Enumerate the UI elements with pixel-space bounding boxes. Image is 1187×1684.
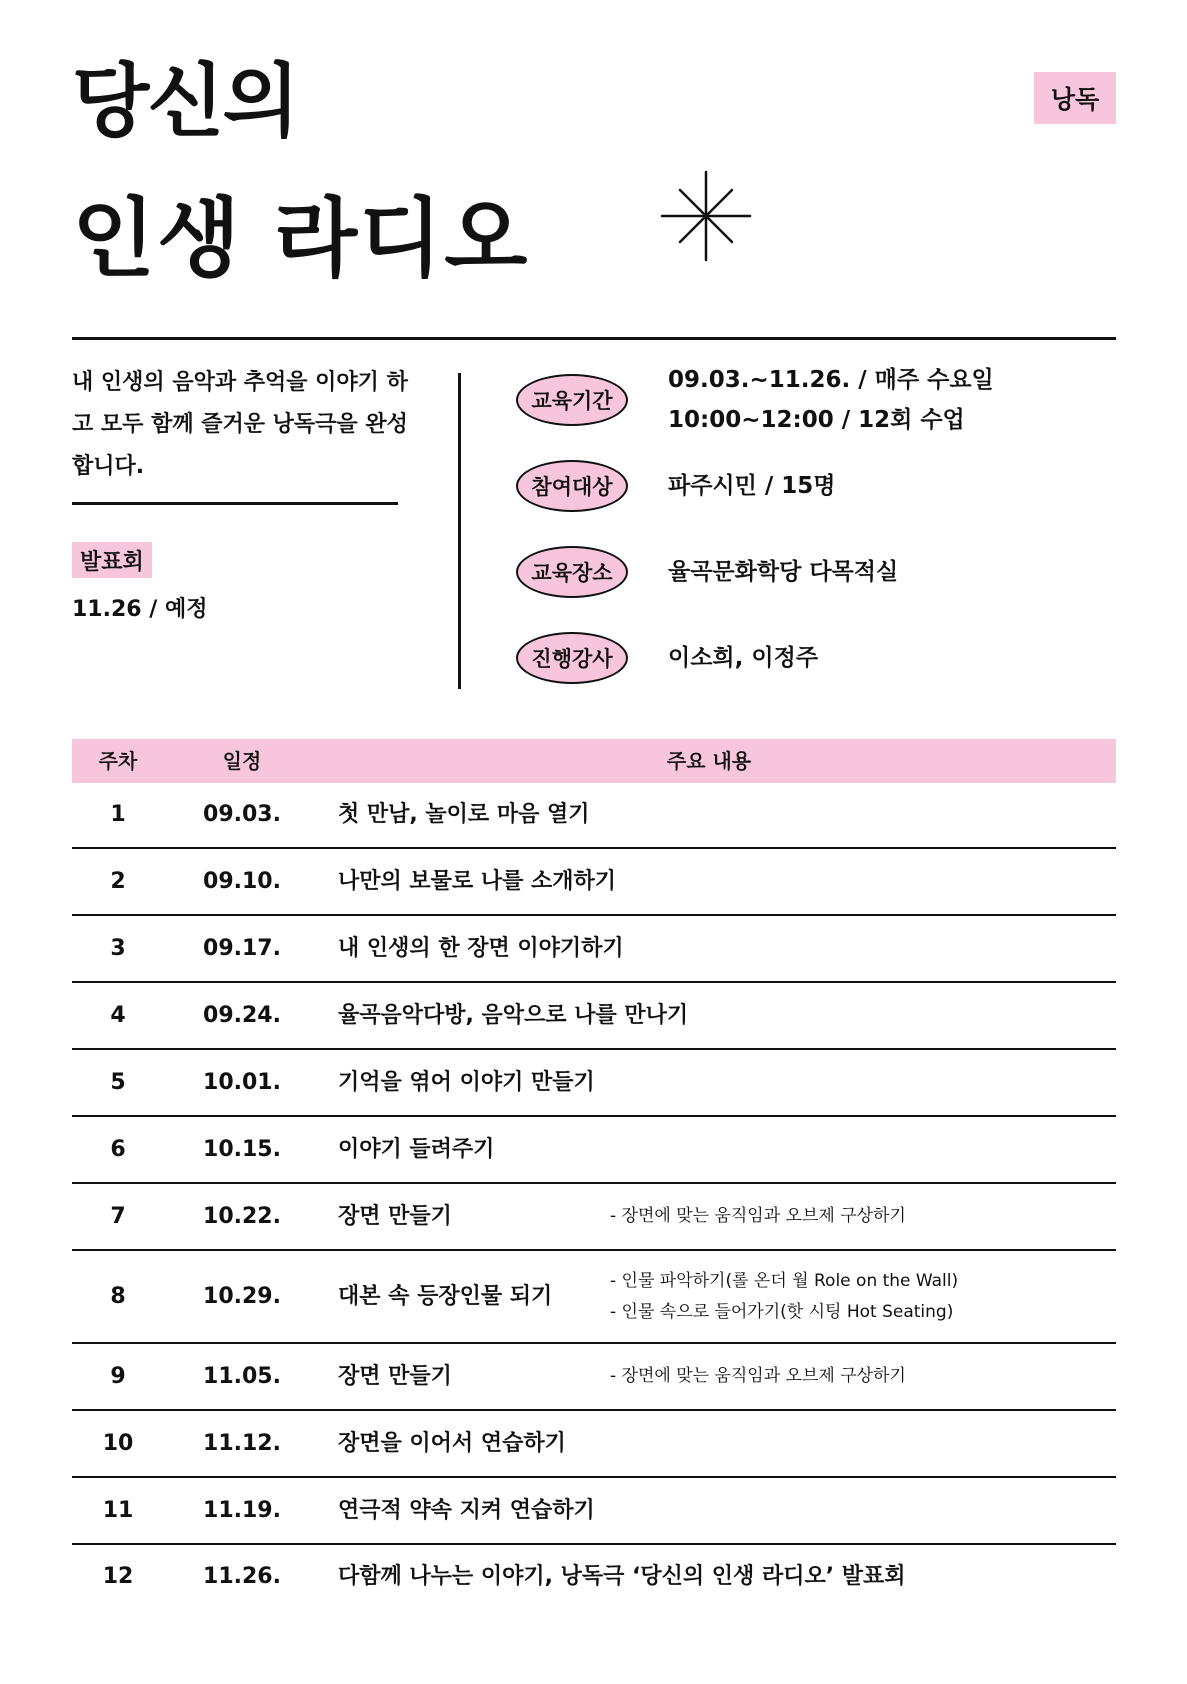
row-content: 나만의 보물로 나를 소개하기 — [338, 869, 617, 894]
table-row — [72, 1184, 1116, 1251]
row-notes — [610, 1361, 906, 1392]
info-value-instructor: 이소희, 이정주 — [668, 645, 819, 671]
header-divider — [72, 337, 1116, 340]
title-line-2: 인생 라디오 — [72, 189, 530, 289]
row-date: 10.29. — [203, 1284, 281, 1309]
row-content: 이야기 들려주기 — [338, 1137, 495, 1162]
row-content: 기억을 엮어 이야기 만들기 — [338, 1070, 595, 1095]
schedule-table-header — [72, 739, 1116, 783]
row-week: 9 — [110, 1364, 126, 1389]
table-row — [72, 1545, 1116, 1609]
row-note-line: - 인물 파악하기(롤 온더 월 Role on the Wall) — [610, 1270, 959, 1291]
presentation-label: 발표회 — [72, 542, 152, 578]
table-row — [72, 1344, 1116, 1411]
row-content: 장면 만들기 — [338, 1204, 452, 1229]
row-content: 연극적 약속 지켜 연습하기 — [338, 1498, 595, 1523]
table-row — [72, 1117, 1116, 1184]
row-date: 11.26. — [203, 1564, 281, 1589]
row-content: 대본 속 등장인물 되기 — [338, 1284, 553, 1309]
row-week: 2 — [110, 869, 126, 894]
row-date: 11.19. — [203, 1498, 281, 1523]
program-description: 내 인생의 음악과 추억을 이야기 하고 모두 함께 즐거운 낭독극을 완성합니다. — [72, 370, 408, 479]
info-value-period — [668, 360, 994, 440]
table-row — [72, 783, 1116, 849]
info-label-target: 참여대상 — [516, 460, 628, 512]
info-label-period: 교육기간 — [516, 374, 628, 426]
row-week: 10 — [102, 1431, 134, 1456]
info-period-line-1: 09.03.~11.26. / 매주 수요일 — [668, 367, 994, 393]
row-date: 11.12. — [203, 1431, 281, 1456]
table-row — [72, 1251, 1116, 1344]
column-divider — [458, 373, 461, 689]
row-date: 09.17. — [203, 936, 281, 961]
row-date: 09.24. — [203, 1003, 281, 1028]
row-content: 장면을 이어서 연습하기 — [338, 1431, 566, 1456]
row-notes — [610, 1201, 906, 1232]
row-week: 7 — [110, 1204, 126, 1229]
presentation-value: 11.26 / 예정 — [72, 597, 208, 622]
table-row — [72, 1411, 1116, 1478]
row-note-line: - 장면에 맞는 움직임과 오브제 구상하기 — [610, 1366, 906, 1386]
header-week: 주차 — [98, 749, 138, 773]
row-date: 10.01. — [203, 1070, 281, 1095]
row-week: 5 — [110, 1070, 126, 1095]
row-week: 12 — [102, 1564, 134, 1589]
header-date: 일정 — [222, 749, 262, 773]
row-content: 다함께 나누는 이야기, 낭독극 ‘당신의 인생 라디오’ 발표회 — [338, 1564, 906, 1589]
table-row — [72, 849, 1116, 916]
row-week: 11 — [102, 1498, 134, 1523]
row-date: 11.05. — [203, 1364, 281, 1389]
description-divider — [72, 502, 398, 505]
info-label-location: 교육장소 — [516, 546, 628, 598]
row-date: 10.22. — [203, 1204, 281, 1229]
header-content: 주요 내용 — [666, 749, 752, 773]
row-content: 율곡음악다방, 음악으로 나를 만나기 — [338, 1003, 689, 1028]
table-row — [72, 983, 1116, 1050]
table-row — [72, 1050, 1116, 1117]
genre-tag: 낭독 — [1034, 72, 1116, 124]
row-content: 장면 만들기 — [338, 1364, 452, 1389]
title-line-1: 당신의 — [72, 55, 298, 148]
table-row — [72, 916, 1116, 983]
row-week: 4 — [110, 1003, 126, 1028]
row-date: 09.03. — [203, 802, 281, 827]
info-label-instructor: 진행강사 — [516, 632, 628, 684]
row-content: 첫 만남, 놀이로 마음 열기 — [338, 802, 590, 827]
info-period-line-2: 10:00~12:00 / 12회 수업 — [668, 407, 965, 433]
row-week: 1 — [110, 802, 126, 827]
info-value-location: 율곡문화학당 다목적실 — [668, 559, 899, 585]
info-value-target: 파주시민 / 15명 — [668, 473, 836, 499]
row-week: 6 — [110, 1137, 126, 1162]
row-content: 내 인생의 한 장면 이야기하기 — [338, 936, 624, 961]
row-date: 10.15. — [203, 1137, 281, 1162]
sparkle-icon — [658, 168, 754, 264]
row-notes — [610, 1266, 958, 1328]
row-note-line: - 인물 속으로 들어가기(핫 시팅 Hot Seating) — [610, 1301, 954, 1322]
row-week: 3 — [110, 936, 126, 961]
table-row — [72, 1478, 1116, 1545]
row-week: 8 — [110, 1284, 126, 1309]
row-note-line: - 장면에 맞는 움직임과 오브제 구상하기 — [610, 1206, 906, 1226]
row-date: 09.10. — [203, 869, 281, 894]
